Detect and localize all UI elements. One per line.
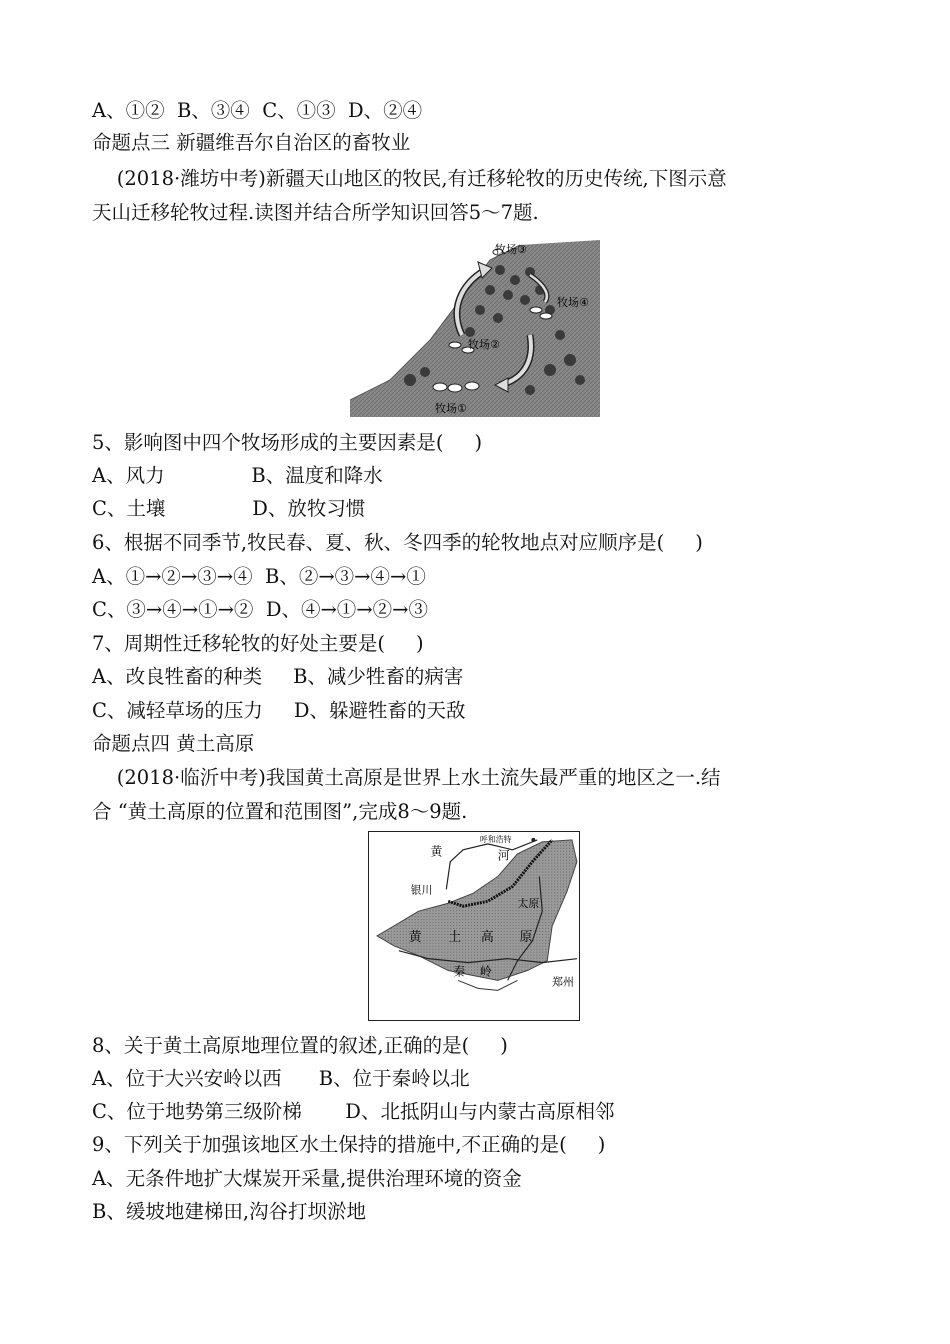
question-6: 6、根据不同季节,牧民春、夏、秋、冬四季的轮牧地点对应顺序是( ) <box>92 531 703 554</box>
tianshan-pasture-figure <box>350 240 600 417</box>
river-label-huang: 黄 <box>430 844 443 859</box>
plateau-label: 高 <box>480 929 494 945</box>
question-7-options-ab: A、改良牲畜的种类 B、减少牲畜的病害 <box>92 665 464 688</box>
pasture-4-label: 牧场④ <box>557 296 589 309</box>
plateau-label: 土 <box>448 929 462 945</box>
pasture-1-label: 牧场① <box>435 402 467 415</box>
question-9: 9、下列关于加强该地区水土保持的措施中,不正确的是( ) <box>92 1133 606 1156</box>
plateau-area <box>377 840 577 981</box>
passage-line: 天山迁移轮牧过程.读图并结合所学知识回答5～7题. <box>92 201 539 224</box>
options-line: A、①② B、③④ C、①③ D、②④ <box>92 99 423 122</box>
passage-line: (2018·临沂中考)我国黄土高原是世界上水土流失最严重的地区之一.结 <box>92 766 721 789</box>
section-heading: 命题点四 黄土高原 <box>92 732 255 755</box>
question-8-options-cd: C、位于地势第三级阶梯 D、北抵阴山与内蒙古高原相邻 <box>92 1100 615 1123</box>
question-8-options-ab: A、位于大兴安岭以西 B、位于秦岭以北 <box>92 1067 470 1090</box>
city-yinchuan-label: 银川 <box>410 883 433 897</box>
question-6-options-cd: C、③→④→①→② D、④→①→②→③ <box>92 598 428 621</box>
question-9-option-b: B、缓坡地建梯田,沟谷打坝淤地 <box>92 1200 367 1223</box>
question-6-options-ab: A、①→②→③→④ B、②→③→④→① <box>92 565 426 588</box>
river-label-he: 河 <box>497 848 510 863</box>
section-heading: 命题点三 新疆维吾尔自治区的畜牧业 <box>92 131 411 154</box>
qinling-label: 秦 <box>453 964 466 979</box>
pasture-2-label: 牧场② <box>468 338 500 351</box>
question-7: 7、周期性迁移轮牧的好处主要是( ) <box>92 632 424 655</box>
question-9-option-a: A、无条件地扩大煤炭开采量,提供治理环境的资金 <box>92 1167 522 1190</box>
city-hohhot-label: 呼和浩特 <box>479 834 512 844</box>
question-8: 8、关于黄土高原地理位置的叙述,正确的是( ) <box>92 1034 508 1057</box>
loess-plateau-map <box>368 831 580 1021</box>
plateau-label: 黄 <box>408 929 422 945</box>
passage-line: (2018·潍坊中考)新疆天山地区的牧民,有迁移轮牧的历史传统,下图示意 <box>92 167 727 190</box>
question-5-options-cd: C、土壤 D、放牧习惯 <box>92 497 366 520</box>
pasture-3-label: 牧场③ <box>495 243 527 256</box>
passage-line: 合 “黄土高原的位置和范围图”,完成8～9题. <box>92 800 468 823</box>
question-7-options-cd: C、减轻草场的压力 D、躲避牲畜的天敌 <box>92 699 466 722</box>
plateau-label: 原 <box>519 929 533 945</box>
qinling-label: 岭 <box>479 964 492 979</box>
city-zhengzhou-label: 郑州 <box>552 975 574 989</box>
question-5: 5、影响图中四个牧场形成的主要因素是( ) <box>92 431 483 454</box>
question-5-options-ab: A、风力 B、温度和降水 <box>92 464 383 487</box>
city-taiyuan-label: 太原 <box>517 897 540 911</box>
